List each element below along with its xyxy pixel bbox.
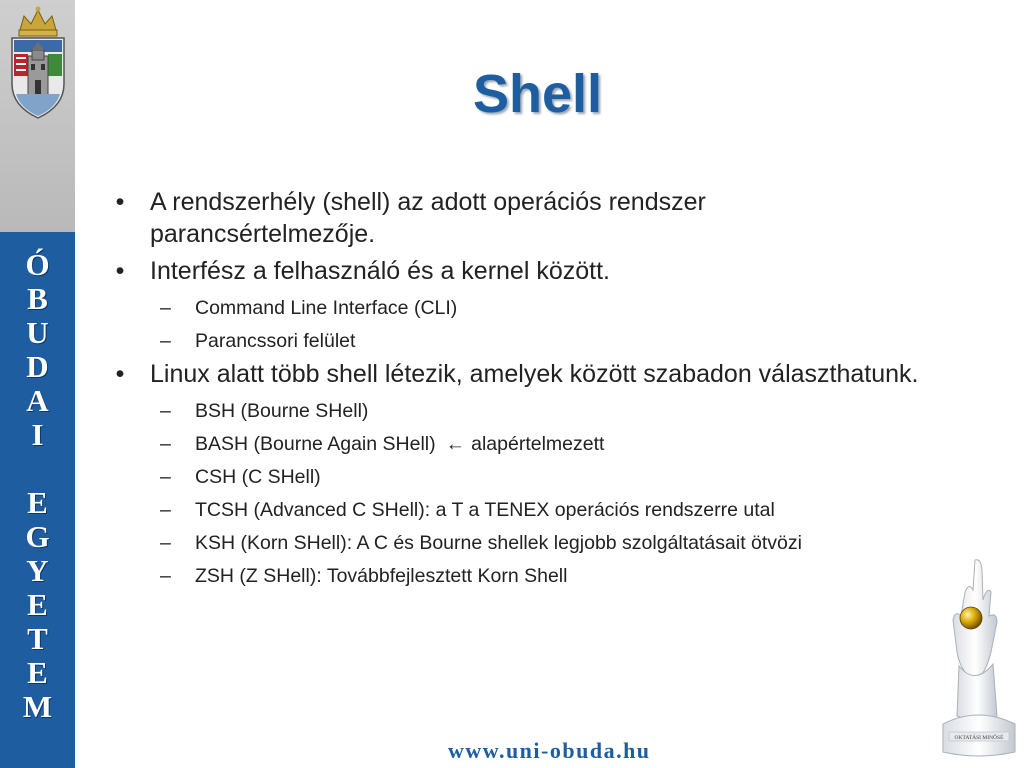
sidebar-letter: Ó: [25, 247, 50, 282]
sub-bullet-item: [110, 428, 930, 461]
statue-label: OKTATÁSI MINŐSÉ: [954, 735, 1004, 741]
sidebar-letter: E: [27, 655, 48, 690]
item-note: alapértelmezett: [471, 433, 605, 455]
item-text: KSH (Korn SHell): A C és Bourne shellek legjobb szolgáltatásait ötvözi: [195, 532, 802, 554]
bullet-list: [110, 186, 930, 593]
dash-marker: –: [160, 330, 171, 352]
item-text: Interfész a felhasználó és a kernel között.: [150, 257, 610, 285]
dash-marker: –: [160, 297, 171, 319]
item-text: TCSH (Advanced C SHell): a T a TENEX operációs rendszerre utal: [195, 499, 775, 521]
bullet-item: [110, 358, 930, 390]
sub-bullet-item: [110, 325, 930, 358]
sidebar-letter: M: [22, 689, 53, 724]
sidebar-letter: T: [27, 621, 48, 656]
bullet-item: [110, 186, 930, 250]
dash-marker: –: [160, 400, 171, 422]
item-text: BSH (Bourne SHell): [195, 400, 369, 422]
item-text: Command Line Interface (CLI): [195, 297, 458, 319]
dash-marker: –: [160, 565, 171, 587]
sub-bullet-item: [110, 461, 930, 494]
item-text: A rendszerhély (shell) az adott operációs rendszer parancsértelmezője.: [150, 188, 706, 248]
bullet-marker: •: [115, 360, 125, 388]
sidebar-letter: E: [27, 587, 48, 622]
sub-bullet-item: [110, 395, 930, 428]
sub-bullet-item: [110, 494, 930, 527]
university-crest-logo: [6, 6, 70, 124]
footer-website-url[interactable]: www.uni-obuda.hu: [448, 738, 651, 763]
university-name-vertical: [0, 248, 75, 724]
dash-marker: –: [160, 466, 171, 488]
sidebar-letter: B: [27, 281, 48, 316]
item-text: ZSH (Z SHell): Továbbfejlesztett Korn Shell: [195, 565, 568, 587]
sub-bullet-item: [110, 560, 930, 593]
left-arrow-icon: ←: [445, 433, 466, 455]
sidebar-letter: G: [25, 519, 50, 554]
bullet-marker: •: [115, 188, 125, 216]
dash-marker: –: [160, 433, 171, 455]
item-text: Parancssori felület: [195, 330, 356, 352]
sidebar-letter: E: [27, 485, 48, 520]
dash-marker: –: [160, 532, 171, 554]
sidebar-top-panel: [0, 0, 75, 232]
item-text: CSH (C SHell): [195, 466, 321, 488]
sidebar-letter: A: [26, 383, 49, 418]
sidebar-letter: D: [26, 349, 49, 384]
sidebar-letter: I: [31, 417, 44, 452]
item-text: Linux alatt több shell létezik, amelyek között szabadon választhatunk.: [150, 360, 919, 388]
sub-bullet-item: [110, 527, 930, 560]
bullet-marker: •: [115, 257, 125, 285]
item-text: BASH (Bourne Again SHell): [195, 433, 436, 455]
sub-bullet-item: [110, 292, 930, 325]
bullet-item: [110, 255, 930, 287]
quality-award-statue-image: [935, 556, 1021, 760]
dash-marker: –: [160, 499, 171, 521]
slide-title: Shell: [472, 64, 603, 124]
sidebar-letter: Y: [26, 553, 49, 588]
sidebar-letter: U: [26, 315, 49, 350]
